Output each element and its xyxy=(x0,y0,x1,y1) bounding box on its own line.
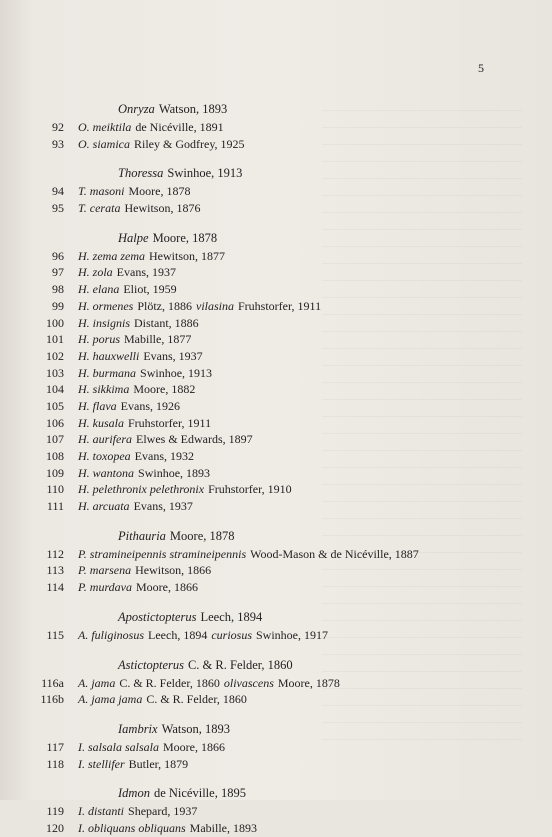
species-name: H. wantona xyxy=(78,465,135,480)
species-number: 113 xyxy=(46,563,64,578)
species-entry xyxy=(78,348,203,365)
species-entry xyxy=(78,381,195,398)
species-name: H. burmana xyxy=(78,365,137,380)
species-author: Moore, 1866 xyxy=(163,739,226,754)
genus-author: de Nicéville, 1895 xyxy=(153,786,246,801)
genus-block xyxy=(0,722,552,772)
species-row xyxy=(0,691,552,708)
species-name: H. zema zema xyxy=(78,248,145,263)
species-list xyxy=(0,102,552,837)
species-row xyxy=(0,803,552,820)
genus-block xyxy=(0,166,552,216)
species-name: H. flava xyxy=(78,398,117,413)
species-name: I. salsala salsala xyxy=(78,739,160,754)
species-row xyxy=(0,820,552,837)
species-number: 116b xyxy=(40,692,64,707)
species-entry xyxy=(78,119,224,136)
species-entry xyxy=(78,579,198,596)
species-row xyxy=(0,136,552,153)
species-row xyxy=(0,183,552,200)
species-row xyxy=(0,200,552,217)
species-author: Shepard, 1937 xyxy=(128,804,198,819)
species-number: 116a xyxy=(41,675,64,690)
species-author: Moore, 1878 xyxy=(128,184,191,199)
species-name: T. masoni xyxy=(78,184,125,199)
species-name: P. murdava xyxy=(78,580,132,595)
species-number: 108 xyxy=(46,449,64,463)
species-number: 120 xyxy=(46,820,64,835)
species-entry xyxy=(78,281,177,298)
species-entry xyxy=(78,481,292,498)
subspecies-name: curiosus xyxy=(211,627,252,642)
genus-heading xyxy=(0,722,552,739)
species-row xyxy=(0,331,552,348)
species-number: 112 xyxy=(46,546,64,561)
species-number: 94 xyxy=(52,184,64,199)
species-row xyxy=(0,298,552,315)
species-name: H. hauxwelli xyxy=(78,348,140,363)
genus-heading xyxy=(0,529,552,546)
genus-block xyxy=(0,529,552,596)
species-number: 110 xyxy=(46,482,64,497)
species-row xyxy=(0,281,552,298)
species-name: H. toxopea xyxy=(78,449,131,463)
species-row xyxy=(0,119,552,136)
species-entry xyxy=(78,756,188,773)
species-number: 118 xyxy=(46,756,64,771)
subspecies-author: Moore, 1878 xyxy=(277,675,340,690)
species-author: Hewitson, 1866 xyxy=(135,563,212,578)
species-number: 107 xyxy=(46,432,64,447)
genus-block xyxy=(0,786,552,836)
species-name: H. porus xyxy=(78,332,121,347)
species-number: 111 xyxy=(46,499,64,514)
species-entry xyxy=(78,264,176,281)
species-author: Hewitson, 1877 xyxy=(149,248,225,263)
species-row xyxy=(0,627,552,644)
species-author: Swinhoe, 1913 xyxy=(140,365,213,380)
genus-heading xyxy=(0,610,552,627)
species-author: Mabille, 1893 xyxy=(189,820,257,835)
species-name: I. distanti xyxy=(78,804,125,819)
genus-block xyxy=(0,658,552,708)
genus-heading xyxy=(0,231,552,248)
species-number: 106 xyxy=(46,415,64,430)
species-author: Distant, 1886 xyxy=(134,315,199,330)
species-author: Wood-Mason & de Nicéville, 1887 xyxy=(250,546,419,561)
species-author: Evans, 1932 xyxy=(134,449,194,463)
species-row xyxy=(0,562,552,579)
species-author: de Nicéville, 1891 xyxy=(135,120,224,134)
species-name: P. marsena xyxy=(78,563,132,578)
species-entry xyxy=(78,562,211,579)
species-entry xyxy=(78,465,210,482)
species-author: Fruhstorfer, 1911 xyxy=(128,415,212,430)
species-author: Moore, 1882 xyxy=(133,382,196,397)
species-row xyxy=(0,481,552,498)
species-author: C. & R. Felder, 1860 xyxy=(146,692,247,707)
species-row xyxy=(0,348,552,365)
species-row xyxy=(0,248,552,265)
genus-name: Astictopterus xyxy=(118,657,184,672)
species-row xyxy=(0,365,552,382)
species-entry xyxy=(78,398,180,415)
species-author: Evans, 1926 xyxy=(120,398,180,413)
genus-heading xyxy=(0,658,552,675)
genus-name: Idmon xyxy=(118,786,150,801)
species-number: 102 xyxy=(46,348,64,363)
species-author: Evans, 1937 xyxy=(116,265,176,280)
species-name: H. ormenes xyxy=(78,298,134,313)
subspecies-name: vilasina xyxy=(196,298,234,313)
species-name: H. arcuata xyxy=(78,499,130,514)
species-row xyxy=(0,448,552,465)
species-name: H. elana xyxy=(78,282,120,297)
page-number: 5 xyxy=(478,61,484,75)
genus-heading xyxy=(0,786,552,803)
species-author: Elwes & Edwards, 1897 xyxy=(136,432,253,447)
species-author: Evans, 1937 xyxy=(143,348,203,363)
species-name: A. jama jama xyxy=(78,692,143,707)
species-row xyxy=(0,381,552,398)
species-author: Plötz, 1886 xyxy=(137,298,192,313)
species-author: Leech, 1894 xyxy=(148,627,208,642)
species-row xyxy=(0,498,552,515)
species-entry xyxy=(78,691,247,708)
species-author: Fruhstorfer, 1910 xyxy=(208,482,292,497)
genus-author: Moore, 1878 xyxy=(152,230,218,245)
species-name: H. kusala xyxy=(78,415,124,430)
subspecies-author: Swinhoe, 1917 xyxy=(256,627,328,642)
species-number: 109 xyxy=(46,465,64,480)
species-row xyxy=(0,315,552,332)
genus-author: C. & R. Felder, 1860 xyxy=(187,657,293,672)
species-name: I. obliquans obliquans xyxy=(78,820,186,835)
species-row xyxy=(0,739,552,756)
species-author: Eliot, 1959 xyxy=(123,282,177,297)
species-entry xyxy=(78,820,257,837)
species-name: H. sikkima xyxy=(78,382,130,397)
species-row xyxy=(0,431,552,448)
subspecies-name: olivascens xyxy=(223,675,274,690)
species-name: H. insignis xyxy=(78,315,131,330)
species-number: 96 xyxy=(52,248,64,263)
species-entry xyxy=(78,331,191,348)
genus-name: Iambrix xyxy=(118,721,158,736)
species-name: I. stellifer xyxy=(78,756,125,771)
species-number: 98 xyxy=(52,282,64,297)
species-entry xyxy=(78,448,194,465)
species-number: 93 xyxy=(52,136,64,151)
species-entry xyxy=(78,315,199,332)
species-entry xyxy=(78,298,321,315)
species-entry xyxy=(78,803,197,820)
species-author: C. & R. Felder, 1860 xyxy=(119,675,220,690)
species-entry xyxy=(78,675,340,692)
species-number: 103 xyxy=(46,365,64,380)
genus-author: Moore, 1878 xyxy=(169,528,235,543)
genus-name: Thoressa xyxy=(118,166,164,181)
genus-author: Watson, 1893 xyxy=(158,102,228,116)
species-name: H. aurifera xyxy=(78,432,132,447)
species-entry xyxy=(78,136,245,153)
species-entry xyxy=(78,365,212,382)
species-entry xyxy=(78,415,211,432)
species-number: 99 xyxy=(52,298,64,313)
species-author: Swinhoe, 1893 xyxy=(138,465,211,480)
species-name: O. meiktila xyxy=(78,120,132,134)
species-entry xyxy=(78,627,328,644)
genus-author: Watson, 1893 xyxy=(161,721,231,736)
species-row xyxy=(0,546,552,563)
species-number: 101 xyxy=(46,332,64,347)
species-author: Butler, 1879 xyxy=(128,756,189,771)
genus-heading xyxy=(0,166,552,183)
species-name: O. siamica xyxy=(78,136,130,151)
species-entry xyxy=(78,431,253,448)
genus-block xyxy=(0,102,552,152)
species-entry xyxy=(78,183,190,200)
species-name: A. jama xyxy=(78,675,116,690)
species-number: 115 xyxy=(46,627,64,642)
species-author: Riley & Godfrey, 1925 xyxy=(134,136,245,151)
species-row xyxy=(0,756,552,773)
species-entry xyxy=(78,498,193,515)
species-author: Evans, 1937 xyxy=(133,499,193,514)
species-number: 119 xyxy=(46,804,64,819)
species-entry xyxy=(78,200,200,217)
genus-name: Apostictopterus xyxy=(118,609,197,624)
species-entry xyxy=(78,739,225,756)
species-row xyxy=(0,415,552,432)
species-author: Mabille, 1877 xyxy=(124,332,192,347)
species-number: 92 xyxy=(52,120,64,134)
genus-name: Halpe xyxy=(118,230,149,245)
species-number: 105 xyxy=(46,398,64,413)
species-author: Hewitson, 1876 xyxy=(124,201,201,216)
species-number: 104 xyxy=(46,382,64,397)
genus-name: Onryza xyxy=(118,102,155,116)
species-number: 100 xyxy=(46,315,64,330)
species-name: H. pelethronix pelethronix xyxy=(78,482,205,497)
species-row xyxy=(0,398,552,415)
genus-block xyxy=(0,231,552,515)
species-entry xyxy=(78,546,419,563)
species-row xyxy=(0,465,552,482)
genus-block xyxy=(0,610,552,644)
species-name: P. stramineipennis stramineipennis xyxy=(78,546,247,561)
species-number: 117 xyxy=(46,739,64,754)
genus-author: Swinhoe, 1913 xyxy=(167,166,243,181)
genus-author: Leech, 1894 xyxy=(200,609,263,624)
species-entry xyxy=(78,248,225,265)
species-row xyxy=(0,579,552,596)
species-row xyxy=(0,264,552,281)
species-name: H. zola xyxy=(78,265,113,280)
subspecies-author: Fruhstorfer, 1911 xyxy=(238,298,322,313)
species-number: 97 xyxy=(52,265,64,280)
species-author: Moore, 1866 xyxy=(136,580,198,595)
species-number: 114 xyxy=(46,580,64,595)
species-name: T. cerata xyxy=(78,201,121,216)
genus-heading xyxy=(0,102,552,119)
species-name: A. fuliginosus xyxy=(78,627,145,642)
species-number: 95 xyxy=(52,201,64,216)
species-row xyxy=(0,675,552,692)
genus-name: Pithauria xyxy=(118,528,166,543)
